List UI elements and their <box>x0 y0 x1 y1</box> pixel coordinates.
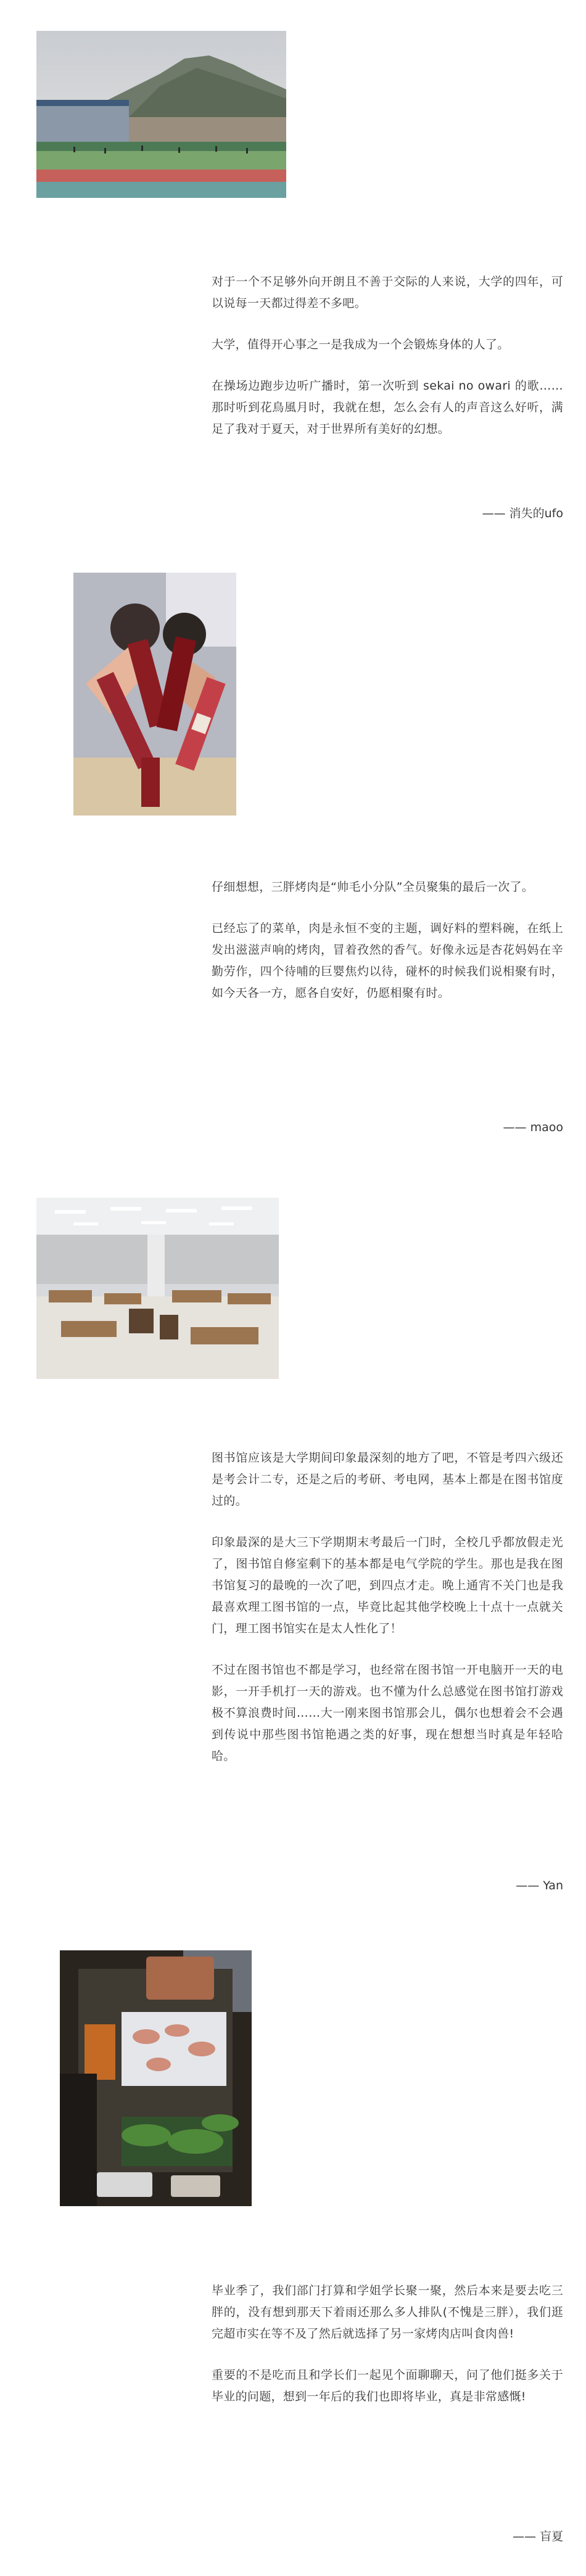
paragraph: 已经忘了的菜单，肉是永恒不变的主题，调好料的塑料碗，在纸上发出滋滋声响的烤肉，冒着孜然的香气。好像永远是杏花妈妈在辛勤劳作，四个待哺的巨婴焦灼以待，碰杯的时候我们说相聚有时，如今天各一方，愿各自安好，仍愿相聚有时。 <box>212 922 563 1000</box>
section-3-text <box>212 1447 563 1787</box>
section-1-text <box>212 271 563 460</box>
bbq-dinner-photo <box>60 1950 252 2206</box>
paragraph: 大学，值得开心事之一是我成为一个会锻炼身体的人了。 <box>212 338 510 351</box>
paragraph: 重要的不是吃而且和学长们一起见个面聊聊天，问了他们挺多关于毕业的问题，想到一年后的我们也即将毕业，真是非常感慨! <box>212 2368 563 2403</box>
section-4-text <box>212 2280 563 2427</box>
paragraph: 对于一个不足够外向开朗且不善于交际的人来说，大学的四年，可以说每一天都过得差不多吧。 <box>212 275 563 310</box>
paragraph: 在操场边跑步边听广播时，第一次听到 sekai no owari 的歌……那时听到花鳥風月时，我就在想，怎么会有人的声音这么好听，满足了我对于夏天，对于世界所有美好的幻想。 <box>212 379 563 436</box>
library-photo <box>36 1198 279 1379</box>
signature: —— 盲夏 <box>512 2530 563 2543</box>
signature: —— Yan <box>516 1879 563 1892</box>
paragraph: 仔细想想，三胖烤肉是“帅毛小分队”全员聚集的最后一次了。 <box>212 880 534 894</box>
stadium-photo <box>36 31 286 198</box>
paragraph: 印象最深的是大三下学期期末考最后一门时，全校几乎都放假走光了，图书馆自修室剩下的基本都是电气学院的学生。那也是我在图书馆复习的最晚的一次了吧，到四点才走。晚上通宵不关门也是我最喜欢理工图书馆的一点，毕竟比起其他学校晚上十点十一点就关门，理工图书馆实在是太人性化了！ <box>212 1535 563 1635</box>
signature: —— 消失的ufo <box>482 507 563 520</box>
section-2-text <box>212 877 563 1024</box>
paragraph: 不过在图书馆也不都是学习，也经常在图书馆一开电脑开一天的电影，一开手机打一天的游戏。也不懂为什么总感觉在图书馆打游戏极不算浪费时间……大一刚来图书馆那会儿，偶尔也想着会不会遇到传说中那些图书馆艳遇之类的好事，现在想想当时真是年轻哈哈。 <box>212 1663 563 1763</box>
paragraph: 图书馆应该是大学期间印象最深刻的地方了吧，不管是考四六级还是考会计二专，还是之后的考研、考电网，基本上都是在图书馆度过的。 <box>212 1451 563 1508</box>
beer-toast-photo <box>73 573 236 816</box>
signature: —— maoo <box>503 1121 563 1134</box>
paragraph: 毕业季了，我们部门打算和学姐学长聚一聚，然后本来是要去吃三胖的，没有想到那天下着雨还那么多人排队(不愧是三胖），我们逛完超市实在等不及了然后就选择了另一家烤肉店叫食肉兽! <box>212 2284 563 2341</box>
